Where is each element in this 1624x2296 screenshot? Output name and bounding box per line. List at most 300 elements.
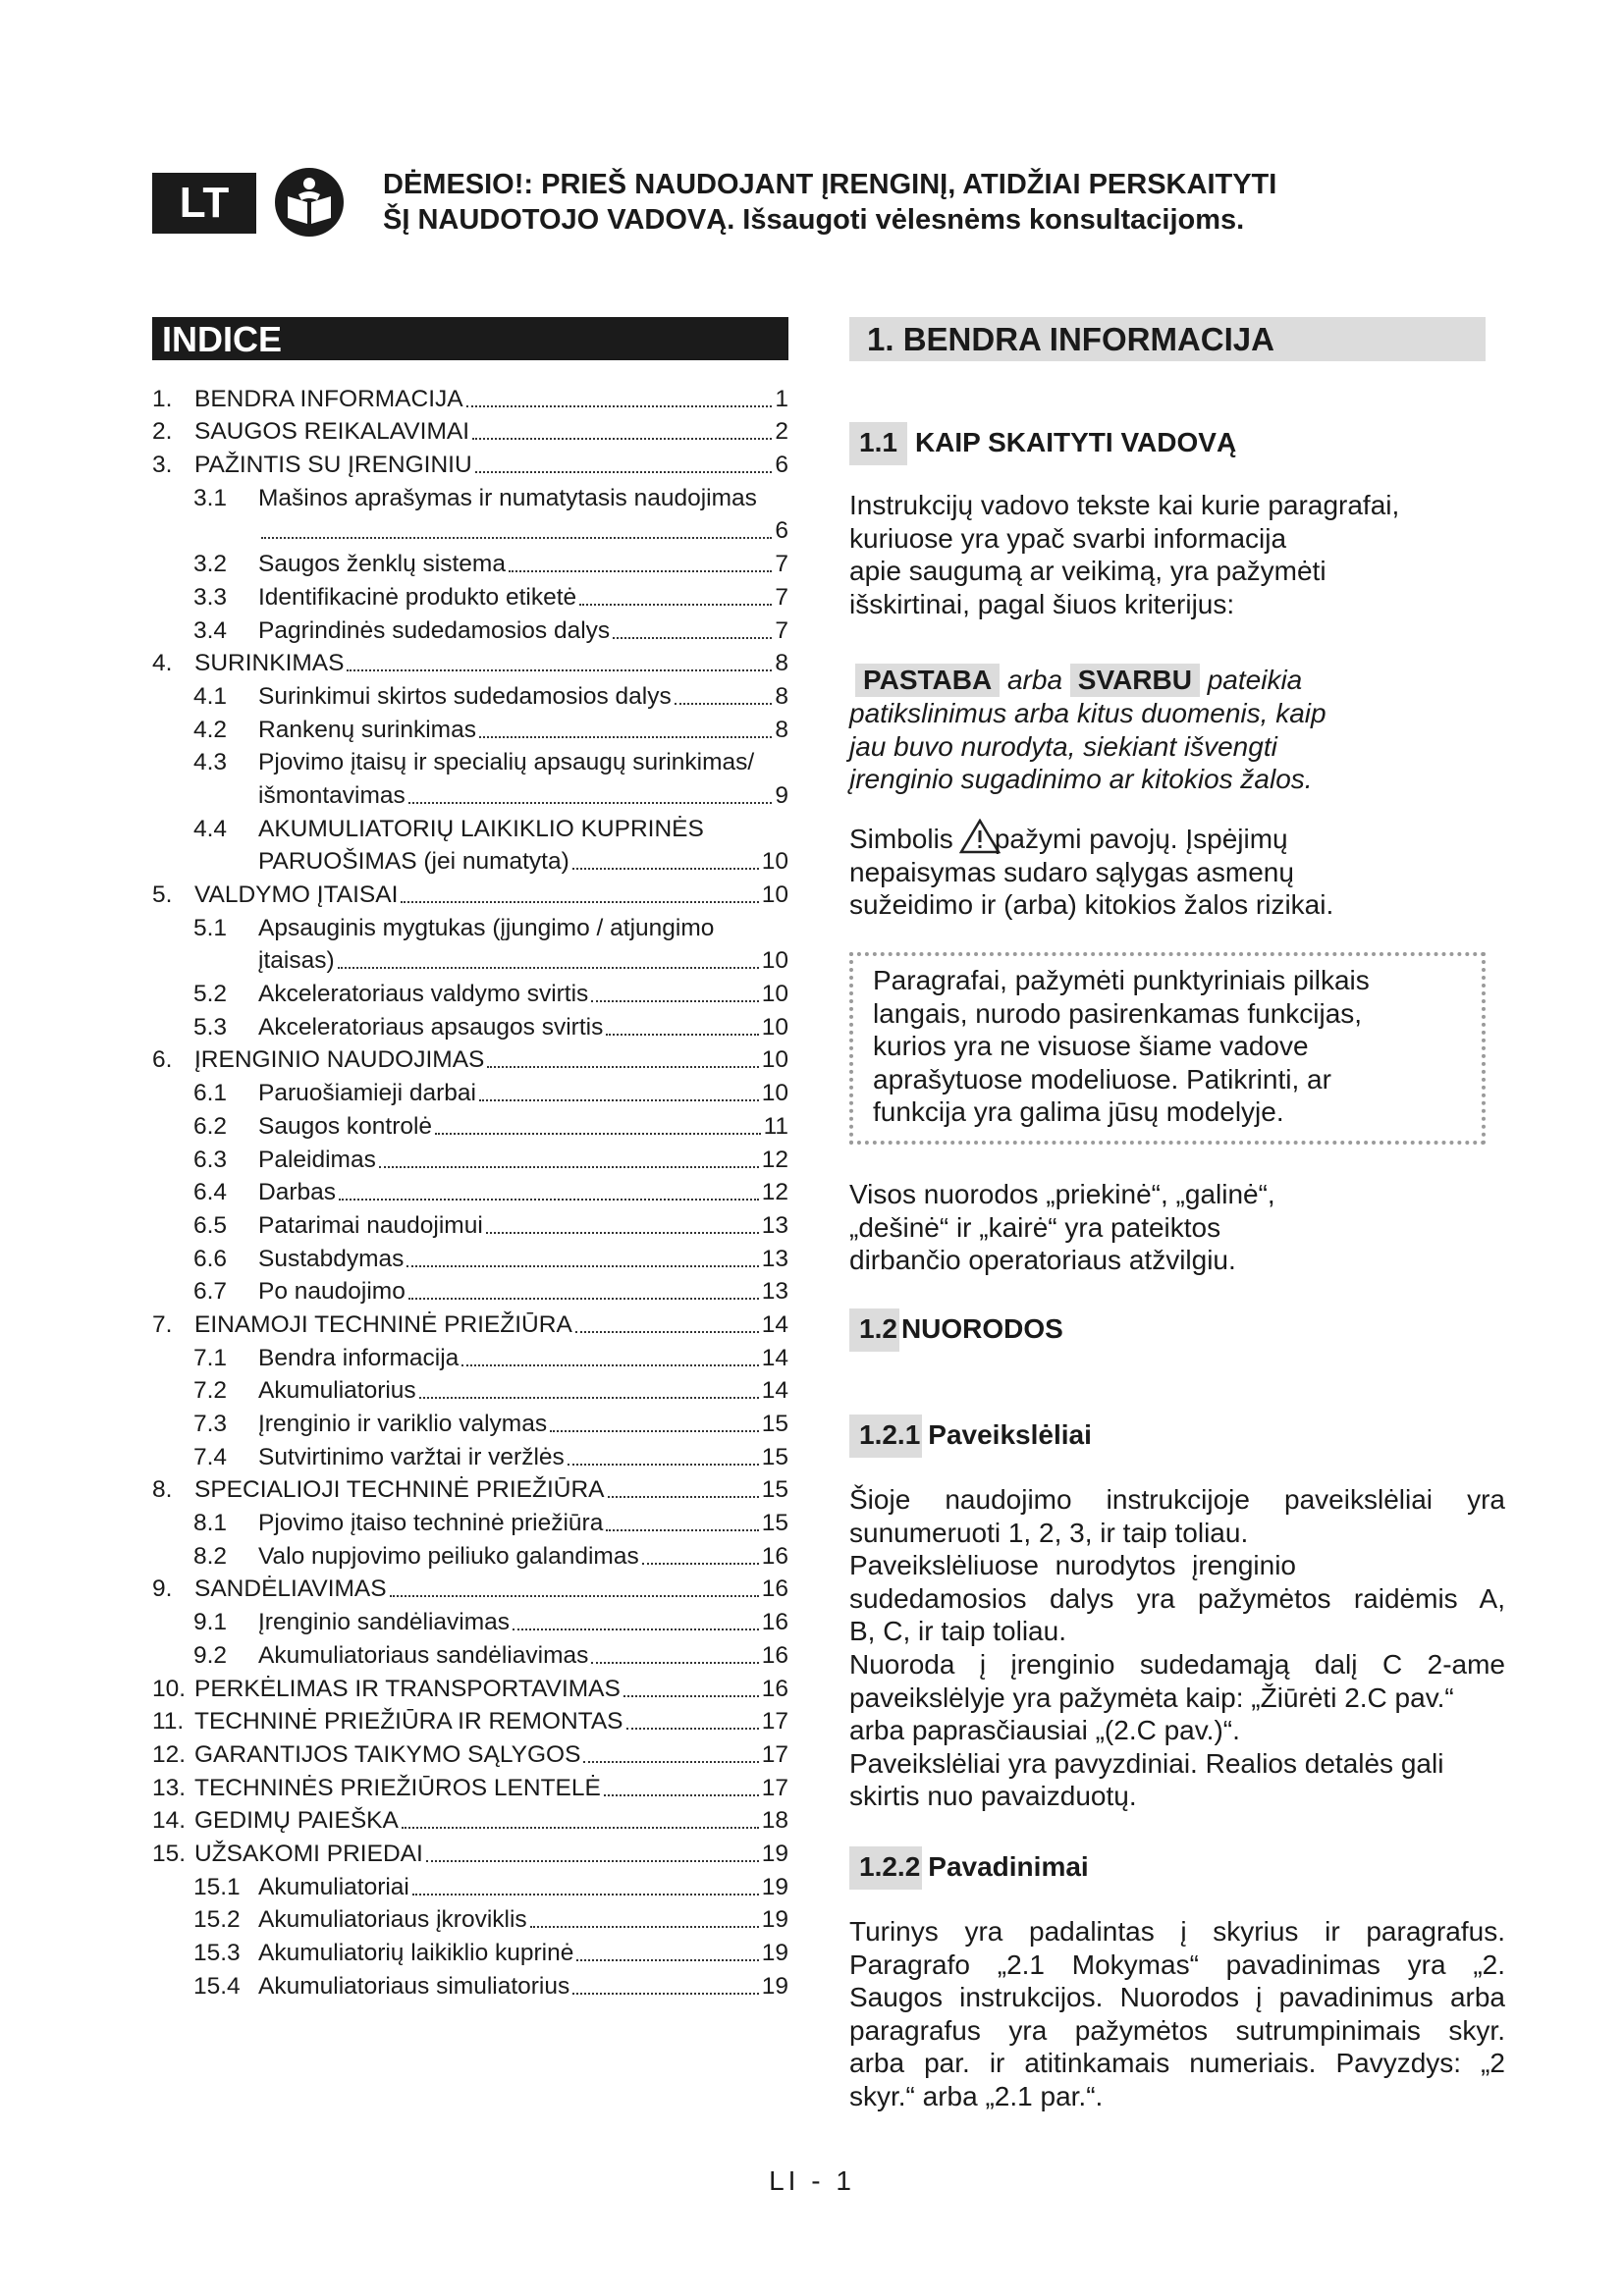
toc-entry-title: GEDIMŲ PAIEŠKA (194, 1807, 399, 1835)
toc-entry-page: 10 (761, 881, 788, 908)
names-line: paragrafus yra pažymėtos sutrumpinimais skyr. (849, 2014, 1505, 2046)
toc-entry-number: 6.2 (193, 1112, 228, 1140)
toc-entry-number: 6.1 (193, 1080, 228, 1107)
toc-entry-page: 8 (775, 716, 788, 743)
toc-entry-page: 7 (775, 583, 788, 611)
toc-leader-dots (486, 1231, 759, 1234)
toc-entry-title: Mašinos aprašymas ir numatytasis naudojimas (258, 484, 757, 511)
names-line: Saugos instrukcijos. Nuorodos į pavadinimus arba (849, 1982, 1505, 2013)
toc-entry-page: 10 (761, 1013, 788, 1041)
toc-entry-page: 14 (761, 1310, 788, 1338)
toc-entry-title: AKUMULIATORIŲ LAIKIKLIO KUPRINĖS (258, 815, 704, 842)
toc-entry-number: 15.4 (193, 1972, 241, 2000)
toc-entry-title: SURINKIMAS (194, 650, 345, 677)
toc-entry-number: 5.1 (193, 914, 228, 941)
orientation-line: dirbančio operatoriaus atžvilgiu. (849, 1245, 1236, 1276)
toc-leader-dots (435, 1132, 760, 1135)
toc-entry-number: 14. (152, 1807, 187, 1835)
toc-entry (152, 1869, 788, 1902)
intro-line: apie saugumą ar veikimą, yra pažymėti (849, 556, 1326, 587)
toc-entry-title: Paleidimas (258, 1146, 376, 1173)
figures-line: sudedamosios dalys yra pažymėtos raidėmis A, (849, 1582, 1505, 1614)
toc-entry-page: 9 (775, 781, 788, 809)
symbol-text: pažymi pavojų. Įspėjimų (994, 824, 1288, 854)
toc-entry-page: 19 (761, 1873, 788, 1900)
note-paragraph (849, 664, 1505, 796)
toc-leader-dots (408, 801, 773, 804)
toc-leader-dots (550, 1429, 759, 1432)
toc-entry-title: Patarimai naudojimui (258, 1211, 483, 1239)
section-1-1-heading (849, 422, 1236, 465)
toc-entry (152, 1142, 788, 1175)
toc-entry-title: Akceleratoriaus apsaugos svirtis (258, 1013, 604, 1041)
toc-leader-dots (576, 1958, 758, 1961)
toc-entry-page: 14 (761, 1377, 788, 1405)
toc-leader-dots (626, 1727, 759, 1730)
safety-notice (383, 167, 1365, 238)
figures-line: Paveikslėliuose nurodytos įrenginio (849, 1550, 1296, 1581)
toc-entry-title: PARUOŠIMAS (jei numatyta) (258, 848, 569, 876)
toc-entry-number: 8.2 (193, 1542, 228, 1570)
toc-entry (152, 1439, 788, 1472)
toc-leader-dots (402, 1826, 759, 1829)
toc-entry-page: 14 (761, 1344, 788, 1371)
toc-entry (152, 1836, 788, 1869)
toc-leader-dots (419, 1396, 759, 1399)
toc-entry-number: 6.7 (193, 1278, 228, 1306)
toc-entry-number: 3. (152, 452, 173, 479)
toc-entry-number: 15.1 (193, 1873, 241, 1900)
toc-entry-page: 7 (775, 616, 788, 644)
optional-features-box (849, 952, 1486, 1145)
section-1-2-2-number: 1.2.2 (849, 1846, 922, 1890)
intro-line: Instrukcijų vadovo tekste kai kurie paragrafai, (849, 490, 1400, 520)
toc-entry-title: Po naudojimo (258, 1278, 406, 1306)
toc-entry (152, 777, 788, 811)
toc-leader-dots (675, 702, 773, 705)
names-paragraph (849, 1915, 1505, 2113)
intro-paragraph (849, 489, 1505, 620)
toc-entry (152, 745, 788, 778)
read-manual-icon (274, 167, 345, 238)
toc-entry-number: 13. (152, 1774, 187, 1801)
toc-entry-number: 5.3 (193, 1013, 228, 1041)
section-1-1-title: KAIP SKAITYTI VADOVĄ (914, 427, 1237, 457)
orientation-line: „dešinė“ ir „kairė“ yra pateiktos (849, 1211, 1221, 1243)
section-1-2-2-title: Pavadinimai (928, 1851, 1089, 1882)
figures-line: sunumeruoti 1, 2, 3, ir taip toliau. (849, 1517, 1249, 1548)
page-number: LI - 1 (769, 2165, 855, 2196)
box-line: langais, nurodo pasirenkamas funkcijas, (873, 997, 1363, 1029)
toc-entry (152, 1472, 788, 1506)
section-1-1-number: 1.1 (849, 422, 907, 465)
toc-entry (152, 1902, 788, 1936)
symbol-line: nepaisymas sudaro sąlygas asmenų (849, 856, 1294, 887)
toc-entry-number: 4.3 (193, 749, 228, 776)
toc-leader-dots (623, 1694, 759, 1697)
toc-leader-dots (568, 1463, 759, 1466)
toc-entry (152, 1175, 788, 1208)
toc-leader-dots (390, 1594, 759, 1597)
toc-entry-title: TECHNINĖ PRIEŽIŪRA IR REMONTAS (194, 1708, 623, 1735)
toc-leader-dots (347, 668, 772, 671)
toc-entry-number: 9.2 (193, 1641, 228, 1669)
toc-entry (152, 1207, 788, 1241)
toc-entry (152, 712, 788, 745)
toc-entry-number: 4. (152, 650, 173, 677)
toc-entry-page: 10 (761, 1046, 788, 1074)
toc-entry-title: PERKĖLIMAS IR TRANSPORTAVIMAS (194, 1675, 621, 1702)
toc-entry (152, 1637, 788, 1671)
toc-entry-page: 16 (761, 1575, 788, 1603)
toc-entry-title: GARANTIJOS TAIKYMO SĄLYGOS (194, 1740, 581, 1768)
note-text: pateikia (1207, 665, 1303, 695)
toc-entry-number: 9.1 (193, 1609, 228, 1636)
toc-entry-number: 7. (152, 1310, 173, 1338)
toc-entry-page: 11 (763, 1112, 788, 1140)
toc-entry-title: Akceleratoriaus valdymo svirtis (258, 981, 589, 1008)
toc-entry-title: Įrenginio sandėliavimas (258, 1609, 511, 1636)
toc-leader-dots (461, 1363, 758, 1366)
toc-leader-dots (608, 1495, 759, 1498)
toc-entry (152, 1274, 788, 1308)
toc-entry-title: ĮRENGINIO NAUDOJIMAS (194, 1046, 485, 1074)
toc-entry-number: 3.3 (193, 583, 228, 611)
toc-leader-dots (466, 404, 773, 407)
symbol-text: Simbolis (849, 824, 953, 854)
toc-entry-page: 15 (761, 1411, 788, 1437)
toc-entry-title: Akumuliatoriaus įkroviklis (258, 1906, 527, 1934)
note-connector: arba (1006, 665, 1063, 695)
note-line: patikslinimus arba kitus duomenis, kaip (849, 698, 1326, 728)
toc-entry (152, 646, 788, 679)
toc-entry (152, 1935, 788, 1968)
toc-entry-page: 2 (775, 418, 788, 446)
toc-entry-page: 7 (775, 551, 788, 578)
toc-entry-number: 3.4 (193, 616, 228, 644)
toc-entry-number: 3.2 (193, 551, 228, 578)
toc-entry-number: 5.2 (193, 981, 228, 1008)
section-1-2-1-title: Paveikslėliai (928, 1419, 1092, 1450)
figures-line: paveikslėlyje yra pažymėta kaip: „Žiūrėti 2.C pav.“ (849, 1682, 1454, 1713)
toc-entry (152, 1505, 788, 1538)
toc-leader-dots (530, 1925, 759, 1928)
toc-entry-title: Identifikacinė produkto etiketė (258, 583, 577, 611)
toc-entry-page: 17 (761, 1740, 788, 1768)
figures-line: B, C, ir taip toliau. (849, 1616, 1066, 1647)
toc-entry (152, 1373, 788, 1407)
toc-entry-page: 6 (775, 517, 788, 545)
toc-entry-title: VALDYMO ĮTAISAI (194, 881, 399, 908)
toc-leader-dots (575, 1330, 759, 1333)
toc-entry-page: 10 (761, 981, 788, 1008)
toc-entry-title: Apsauginis mygtukas (įjungimo / atjungimo (258, 914, 715, 941)
toc-entry (152, 1241, 788, 1274)
table-of-contents (152, 381, 788, 2002)
symbol-paragraph (849, 819, 1505, 922)
section-1-2-heading (849, 1308, 1063, 1352)
toc-entry-number: 5. (152, 881, 173, 908)
toc-entry-title: Akumuliatoriaus sandėliavimas (258, 1641, 589, 1669)
toc-leader-dots (513, 1628, 759, 1630)
section-1-2-title: NUORODOS (900, 1313, 1063, 1344)
symbol-line: sužeidimo ir (arba) kitokios žalos rizikai. (849, 889, 1334, 921)
names-line: skyr.“ arba „2.1 par.“. (849, 2080, 1104, 2111)
toc-entry-page: 12 (761, 1146, 788, 1173)
toc-entry-page: 6 (775, 452, 788, 479)
toc-leader-dots (572, 867, 759, 870)
toc-entry-number: 4.1 (193, 682, 228, 710)
toc-entry-number: 8. (152, 1476, 173, 1504)
toc-entry-number: 15.2 (193, 1906, 241, 1934)
figures-line: skirtis nuo pavaizduotų. (849, 1781, 1137, 1812)
toc-entry-title: Bendra informacija (258, 1344, 460, 1371)
toc-leader-dots (412, 1893, 759, 1896)
toc-entry (152, 1803, 788, 1837)
toc-leader-dots (583, 1760, 758, 1763)
toc-entry-page: 19 (761, 1940, 788, 1966)
toc-entry-page: 18 (761, 1807, 788, 1835)
toc-entry (152, 381, 788, 414)
toc-entry-page: 19 (761, 1972, 788, 2000)
toc-entry-number: 15. (152, 1840, 187, 1867)
toc-entry-title: įtaisas) (258, 947, 335, 975)
section-1-2-1-heading (849, 1415, 1092, 1458)
toc-entry (152, 1108, 788, 1142)
toc-entry-title: Akumuliatoriaus simuliatorius (258, 1972, 570, 2000)
toc-entry (152, 1671, 788, 1704)
toc-entry (152, 811, 788, 844)
toc-entry-title: SAUGOS REIKALAVIMAI (194, 418, 470, 446)
toc-entry-page: 16 (761, 1542, 788, 1570)
figures-line: Šioje naudojimo instrukcijoje paveikslėliai yra (849, 1484, 1505, 1515)
toc-entry-page: 10 (761, 947, 788, 975)
toc-leader-dots (606, 1528, 758, 1531)
toc-entry-title: SANDĖLIAVIMAS (194, 1575, 387, 1603)
toc-entry-page: 8 (775, 650, 788, 677)
toc-entry-number: 3.1 (193, 484, 228, 511)
toc-entry (152, 1736, 788, 1770)
toc-entry-title: PAŽINTIS SU ĮRENGINIU (194, 452, 472, 479)
toc-entry-page: 17 (761, 1708, 788, 1735)
toc-entry-page: 19 (761, 1906, 788, 1934)
names-line: arba par. ir atitinkamais numeriais. Pavyzdys: „2 (849, 2048, 1505, 2079)
toc-entry-title: Valo nupjovimo peiliuko galandimas (258, 1542, 639, 1570)
toc-entry-number: 9. (152, 1575, 173, 1603)
toc-leader-dots (472, 437, 772, 440)
toc-entry-title: BENDRA INFORMACIJA (194, 385, 463, 412)
section-1-2-2-heading (849, 1846, 1089, 1890)
toc-leader-dots (479, 1098, 759, 1101)
intro-line: išskirtinai, pagal šiuos kriterijus: (849, 588, 1235, 619)
toc-entry-page: 12 (761, 1179, 788, 1206)
toc-entry (152, 1406, 788, 1439)
toc-entry-page: 10 (761, 848, 788, 876)
toc-leader-dots (642, 1562, 759, 1565)
names-line: Paragrafo „2.1 Mokymas“ pavadinimas yra „2. (849, 1949, 1505, 1980)
toc-entry (152, 613, 788, 646)
toc-entry-title: išmontavimas (258, 781, 406, 809)
toc-entry-title: Įrenginio ir variklio valymas (258, 1411, 548, 1437)
toc-leader-dots (338, 966, 759, 969)
toc-entry-title: Sutvirtinimo varžtai ir veržlės (258, 1443, 565, 1470)
toc-entry-number: 4.4 (193, 815, 228, 842)
toc-entry-title: Saugos ženklų sistema (258, 551, 506, 578)
toc-entry-title: TECHNINĖS PRIEŽIŪROS LENTELĖ (194, 1774, 601, 1801)
toc-leader-dots (606, 1033, 758, 1036)
toc-entry-title: Saugos kontrolė (258, 1112, 433, 1140)
toc-entry-number: 7.2 (193, 1377, 228, 1405)
optional-features-text (873, 964, 1482, 1129)
toc-entry-title: Sustabdymas (258, 1245, 405, 1272)
toc-leader-dots (426, 1859, 759, 1862)
toc-entry-number: 2. (152, 418, 173, 446)
toc-entry (152, 1075, 788, 1108)
toc-entry (152, 1968, 788, 2002)
toc-entry-page: 15 (761, 1443, 788, 1470)
toc-entry-page: 17 (761, 1774, 788, 1801)
toc-entry-page: 16 (761, 1609, 788, 1636)
toc-leader-dots (479, 735, 772, 738)
toc-entry-number: 10. (152, 1675, 187, 1702)
notice-line-1: DĖMESIO!: PRIEŠ NAUDOJANT ĮRENGINĮ, ATIDŽIAI PERSKAITYTI (383, 169, 1277, 200)
toc-leader-dots (261, 536, 772, 539)
toc-leader-dots (591, 1661, 758, 1664)
toc-entry-page: 13 (761, 1278, 788, 1306)
toc-entry (152, 513, 788, 547)
toc-leader-dots (509, 569, 772, 572)
language-badge: LT (152, 173, 256, 234)
toc-entry-title: UŽSAKOMI PRIEDAI (194, 1840, 423, 1867)
notice-line-2: ŠĮ NAUDOTOJO VADOVĄ. Išsaugoti vėlesnėms konsultacijoms. (383, 204, 1245, 236)
toc-leader-dots (401, 900, 758, 903)
box-line: funkcija yra galima jūsų modelyje. (873, 1096, 1284, 1128)
toc-leader-dots (339, 1198, 759, 1201)
toc-entry-title: Pagrindinės sudedamosios dalys (258, 616, 611, 644)
note-line: įrenginio sugadinimo ar kitokios žalos. (849, 764, 1313, 795)
figures-paragraph (849, 1483, 1505, 1813)
toc-entry-title: Surinkimui skirtos sudedamosios dalys (258, 682, 672, 710)
toc-entry (152, 414, 788, 448)
toc-entry (152, 447, 788, 480)
toc-entry-page: 8 (775, 682, 788, 710)
toc-entry-title: SPECIALIOJI TECHNINĖ PRIEŽIŪRA (194, 1476, 605, 1504)
toc-entry (152, 844, 788, 878)
toc-entry (152, 877, 788, 910)
toc-entry-page: 15 (761, 1476, 788, 1504)
toc-entry (152, 1704, 788, 1737)
toc-leader-dots (572, 1992, 758, 1995)
toc-entry (152, 1340, 788, 1373)
toc-entry (152, 943, 788, 977)
toc-leader-dots (613, 636, 772, 639)
note-keyword-svarbu: SVARBU (1070, 664, 1200, 697)
toc-entry-page: 13 (761, 1245, 788, 1272)
section-1-title: 1. BENDRA INFORMACIJA (849, 317, 1486, 361)
toc-entry (152, 546, 788, 579)
toc-entry-page: 16 (761, 1641, 788, 1669)
toc-entry-title: Rankenų surinkimas (258, 716, 476, 743)
box-line: kurios yra ne visuose šiame vadove (873, 1031, 1309, 1062)
toc-leader-dots (591, 999, 758, 1002)
toc-entry-number: 11. (152, 1708, 185, 1735)
toc-entry-number: 6.5 (193, 1211, 228, 1239)
toc-entry-title: EINAMOJI TECHNINĖ PRIEŽIŪRA (194, 1310, 572, 1338)
toc-leader-dots (604, 1793, 759, 1796)
orientation-paragraph (849, 1178, 1505, 1277)
figures-line: Nuoroda į įrenginio sudedamąją dalį C 2-ame (849, 1648, 1505, 1680)
toc-entry (152, 678, 788, 712)
toc-entry-number: 8.1 (193, 1510, 228, 1537)
toc-entry-title: Akumuliatoriai (258, 1873, 409, 1900)
toc-title: INDICE (152, 317, 788, 360)
toc-leader-dots (379, 1165, 759, 1168)
toc-entry-title: Akumuliatorių laikiklio kuprinė (258, 1940, 574, 1966)
toc-leader-dots (475, 470, 773, 473)
box-line: aprašytuose modeliuose. Patikrinti, ar (873, 1063, 1331, 1095)
section-1-2-1-number: 1.2.1 (849, 1415, 922, 1458)
orientation-line: Visos nuorodos „priekinė“, „galinė“, (849, 1179, 1275, 1209)
toc-entry-number: 12. (152, 1740, 187, 1768)
note-line: jau buvo nurodyta, siekiant išvengti (849, 730, 1277, 762)
toc-leader-dots (487, 1065, 758, 1068)
toc-entry-number: 7.1 (193, 1344, 228, 1371)
toc-entry-number: 7.3 (193, 1411, 228, 1437)
toc-entry-number: 6.6 (193, 1245, 228, 1272)
toc-entry-page: 1 (775, 385, 788, 412)
names-line: Turinys yra padalintas į skyrius ir paragrafus. (849, 1916, 1505, 1947)
intro-line: kuriuose yra ypač svarbi informacija (849, 522, 1287, 554)
toc-leader-dots (579, 603, 772, 606)
toc-entry (152, 1042, 788, 1076)
figures-line: Paveikslėliai yra pavyzdiniai. Realios detalės gali (849, 1747, 1444, 1779)
toc-entry-title: Pjovimo įtaisų ir specialių apsaugų surinkimas/ (258, 749, 755, 776)
toc-entry-title: Paruošiamieji darbai (258, 1080, 476, 1107)
box-line: Paragrafai, pažymėti punktyriniais pilkais (873, 965, 1370, 995)
toc-entry (152, 1604, 788, 1637)
toc-entry (152, 480, 788, 513)
toc-entry-number: 6.4 (193, 1179, 228, 1206)
toc-entry-page: 13 (761, 1211, 788, 1239)
toc-entry-page: 10 (761, 1080, 788, 1107)
toc-entry (152, 579, 788, 613)
toc-entry-title: Akumuliatorius (258, 1377, 416, 1405)
toc-entry-number: 1. (152, 385, 173, 412)
toc-entry-number: 7.4 (193, 1443, 228, 1470)
toc-entry-page: 16 (761, 1675, 788, 1702)
toc-entry-number: 4.2 (193, 716, 228, 743)
toc-leader-dots (408, 1297, 759, 1300)
toc-entry-number: 6. (152, 1046, 173, 1074)
toc-entry (152, 976, 788, 1009)
toc-entry-title: Darbas (258, 1179, 336, 1206)
figures-line: arba paprasčiausiai „(2.C pav.)“. (849, 1715, 1240, 1746)
toc-leader-dots (406, 1264, 758, 1267)
toc-entry (152, 1770, 788, 1803)
toc-entry (152, 1009, 788, 1042)
toc-entry (152, 1307, 788, 1340)
toc-entry (152, 910, 788, 943)
section-1-2-number: 1.2 (849, 1308, 899, 1352)
toc-entry-page: 15 (761, 1510, 788, 1537)
note-keyword-pastaba: PASTABA (855, 664, 1000, 697)
toc-entry-number: 6.3 (193, 1146, 228, 1173)
toc-entry-page: 19 (761, 1840, 788, 1867)
toc-entry-number: 15.3 (193, 1940, 241, 1966)
toc-entry (152, 1572, 788, 1605)
toc-entry (152, 1538, 788, 1572)
toc-entry-title: Pjovimo įtaiso techninė priežiūra (258, 1510, 604, 1537)
